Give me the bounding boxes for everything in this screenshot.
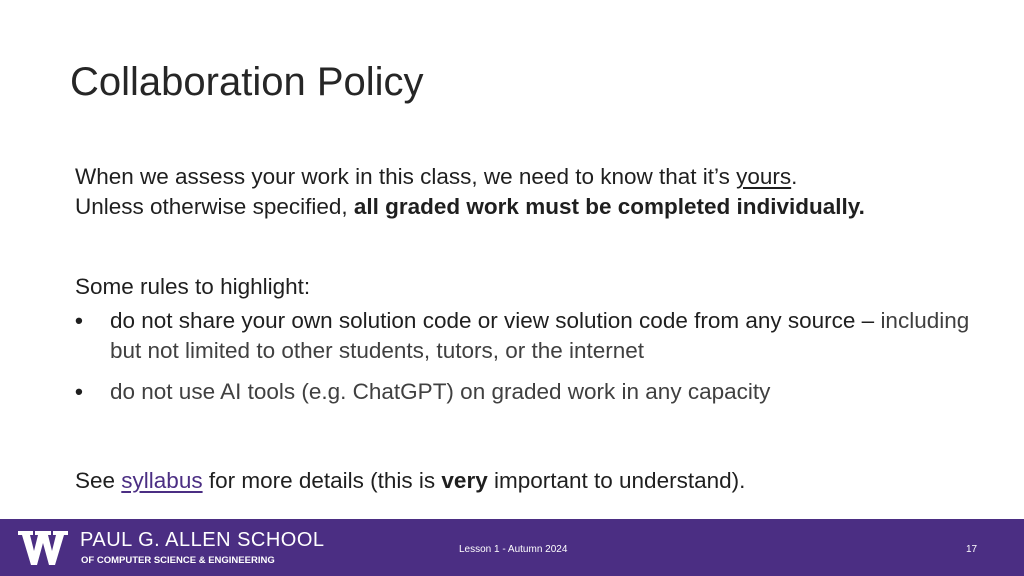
bullet-icon: • (75, 379, 83, 404)
rules-list (75, 306, 975, 407)
rule-text: do not use AI tools (e.g. ChatGPT) on graded work in any capacity (110, 379, 771, 404)
page-number: 17 (966, 544, 978, 555)
intro-text: When we assess your work in this class, we need to know that it’s (75, 164, 737, 189)
intro-paragraph (75, 162, 975, 222)
rule-item (75, 377, 975, 407)
lesson-label: Lesson 1 - Autumn 2024 (459, 544, 568, 555)
syllabus-link[interactable]: syllabus (121, 468, 203, 493)
see-middle: for more details (this is (202, 468, 442, 493)
rules-heading: Some rules to highlight: (75, 274, 311, 299)
intro-period: . (791, 164, 798, 189)
slide-body (75, 162, 975, 496)
school-department: OF COMPUTER SCIENCE & ENGINEERING (81, 555, 275, 566)
see-suffix: important to understand). (487, 468, 746, 493)
uw-w-logo-icon (18, 531, 68, 565)
see-syllabus-paragraph (75, 466, 975, 496)
yours-emphasis: yours (736, 164, 792, 189)
slide-title: Collaboration Policy (70, 60, 424, 104)
school-name: PAUL G. ALLEN SCHOOL (80, 529, 325, 551)
rule-detail: including but not limited to other students, tutors, or the internet (110, 308, 970, 363)
rule-item (75, 306, 975, 366)
bullet-icon: • (75, 308, 83, 333)
footer-bar (0, 519, 1024, 576)
intro-line2-prefix: Unless otherwise specified, (75, 194, 354, 219)
see-bold: very (441, 468, 488, 493)
intro-line2-bold: all graded work must be completed individually. (353, 194, 865, 219)
see-prefix: See (75, 468, 122, 493)
rule-text: do not share your own solution code or view solution code from any source – (110, 308, 881, 333)
